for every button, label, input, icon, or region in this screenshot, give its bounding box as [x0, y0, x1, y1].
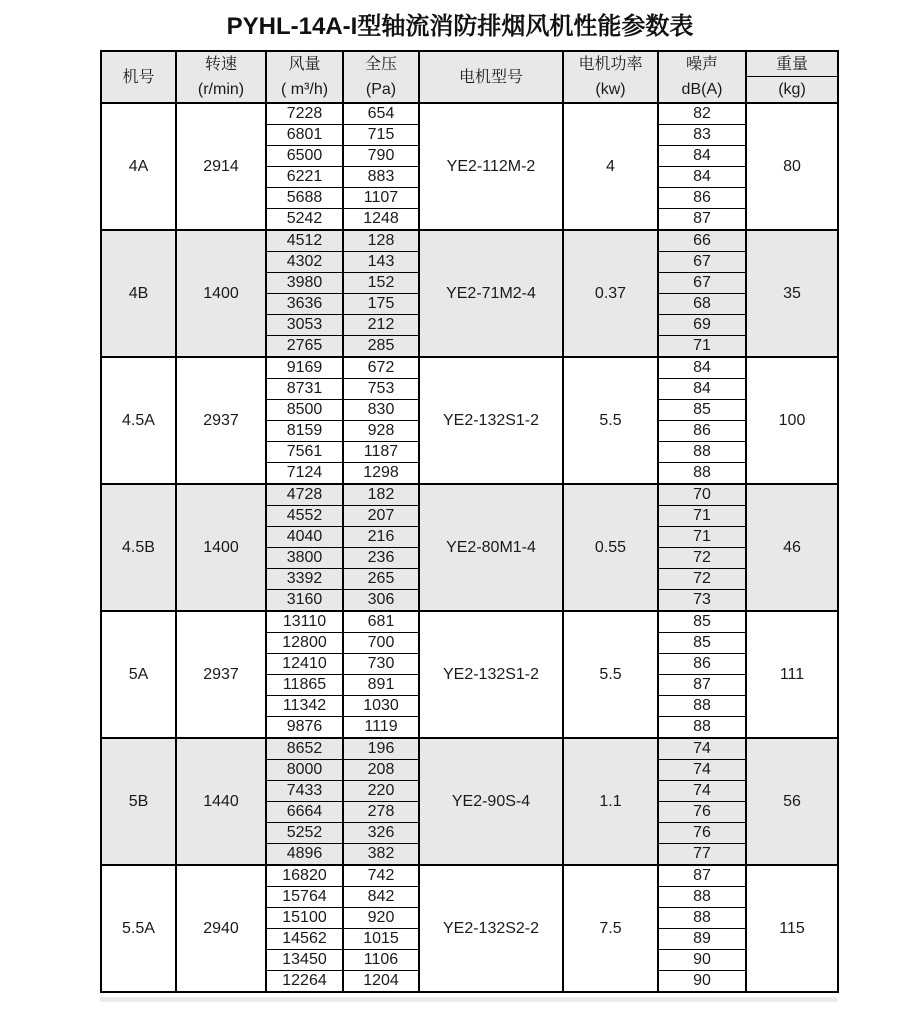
table-body — [101, 103, 838, 992]
cell-pressure: 236 — [343, 548, 419, 569]
cell-pressure: 1248 — [343, 209, 419, 231]
cell-motor: YE2-90S-4 — [419, 738, 563, 865]
cell-noise: 69 — [658, 315, 746, 336]
cell-pressure: 1119 — [343, 717, 419, 739]
cell-model: 5.5A — [101, 865, 176, 992]
cell-airflow: 8000 — [266, 760, 343, 781]
cell-noise: 88 — [658, 887, 746, 908]
cell-airflow: 4040 — [266, 527, 343, 548]
table-row — [101, 484, 838, 506]
cell-noise: 74 — [658, 781, 746, 802]
cell-airflow: 3800 — [266, 548, 343, 569]
cell-airflow: 11342 — [266, 696, 343, 717]
cell-airflow: 4302 — [266, 252, 343, 273]
cell-pressure: 830 — [343, 400, 419, 421]
cell-power: 4 — [563, 103, 658, 230]
cell-noise: 72 — [658, 548, 746, 569]
header-noise-unit: dB(A) — [681, 81, 723, 98]
cell-pressure: 175 — [343, 294, 419, 315]
fan-performance-table — [100, 50, 839, 993]
header-power-label: 电机功率 — [578, 56, 643, 73]
cell-airflow: 8731 — [266, 379, 343, 400]
cell-noise: 68 — [658, 294, 746, 315]
cell-noise: 71 — [658, 506, 746, 527]
fan-performance-table-wrap — [100, 50, 837, 1002]
header-weight-label: 重量 — [747, 52, 837, 77]
cell-speed: 2937 — [176, 611, 266, 738]
cell-motor: YE2-112M-2 — [419, 103, 563, 230]
cell-airflow: 6664 — [266, 802, 343, 823]
cell-pressure: 306 — [343, 590, 419, 612]
cell-noise: 84 — [658, 146, 746, 167]
cell-airflow: 5688 — [266, 188, 343, 209]
cell-noise: 84 — [658, 379, 746, 400]
cell-noise: 88 — [658, 442, 746, 463]
cell-airflow: 8500 — [266, 400, 343, 421]
header-pressure-label: 全压 — [364, 56, 397, 73]
cell-motor: YE2-132S2-2 — [419, 865, 563, 992]
cell-airflow: 16820 — [266, 865, 343, 887]
cell-noise: 84 — [658, 357, 746, 379]
cell-noise: 87 — [658, 865, 746, 887]
cell-pressure: 715 — [343, 125, 419, 146]
cell-noise: 74 — [658, 760, 746, 781]
cell-noise: 71 — [658, 527, 746, 548]
cell-pressure: 730 — [343, 654, 419, 675]
header-motor — [419, 51, 563, 103]
cell-noise: 83 — [658, 125, 746, 146]
header-airflow — [266, 51, 343, 103]
cell-airflow: 9169 — [266, 357, 343, 379]
cell-pressure: 212 — [343, 315, 419, 336]
page-title: PYHL-14A-I型轴流消防排烟风机性能参数表 — [226, 13, 694, 40]
cell-airflow: 6500 — [266, 146, 343, 167]
cell-power: 7.5 — [563, 865, 658, 992]
header-weight — [746, 51, 838, 103]
table-header — [101, 51, 838, 103]
cell-airflow: 15764 — [266, 887, 343, 908]
cell-noise: 67 — [658, 273, 746, 294]
cell-pressure: 891 — [343, 675, 419, 696]
cell-model: 5A — [101, 611, 176, 738]
header-pressure-unit: (Pa) — [365, 81, 397, 98]
cell-pressure: 128 — [343, 230, 419, 252]
table-row — [101, 230, 838, 252]
header-noise — [658, 51, 746, 103]
header-speed-unit: (r/min) — [197, 81, 245, 98]
cell-model: 4A — [101, 103, 176, 230]
cell-noise: 71 — [658, 336, 746, 358]
cell-noise: 86 — [658, 421, 746, 442]
cell-speed: 2937 — [176, 357, 266, 484]
cell-motor: YE2-132S1-2 — [419, 357, 563, 484]
cell-pressure: 182 — [343, 484, 419, 506]
table-row — [101, 865, 838, 887]
cell-noise: 84 — [658, 167, 746, 188]
cell-noise: 72 — [658, 569, 746, 590]
cell-airflow: 5242 — [266, 209, 343, 231]
cell-pressure: 1030 — [343, 696, 419, 717]
cell-airflow: 14562 — [266, 929, 343, 950]
cell-power: 5.5 — [563, 357, 658, 484]
cell-airflow: 3980 — [266, 273, 343, 294]
table-row — [101, 103, 838, 125]
cell-pressure: 681 — [343, 611, 419, 633]
cell-model: 4.5B — [101, 484, 176, 611]
cell-noise: 77 — [658, 844, 746, 866]
cell-airflow: 7561 — [266, 442, 343, 463]
cell-pressure: 753 — [343, 379, 419, 400]
cell-power: 0.37 — [563, 230, 658, 357]
cell-noise: 74 — [658, 738, 746, 760]
cell-pressure: 1015 — [343, 929, 419, 950]
cell-noise: 70 — [658, 484, 746, 506]
header-pressure — [343, 51, 419, 103]
cell-airflow: 3636 — [266, 294, 343, 315]
cell-noise: 85 — [658, 633, 746, 654]
table-row — [101, 357, 838, 379]
cell-noise: 85 — [658, 400, 746, 421]
cell-model: 5B — [101, 738, 176, 865]
cell-pressure: 1106 — [343, 950, 419, 971]
cell-noise: 76 — [658, 802, 746, 823]
cell-airflow: 6801 — [266, 125, 343, 146]
cell-noise: 73 — [658, 590, 746, 612]
header-model — [101, 51, 176, 103]
cell-motor: YE2-71M2-4 — [419, 230, 563, 357]
cell-pressure: 278 — [343, 802, 419, 823]
cell-noise: 67 — [658, 252, 746, 273]
cell-noise: 87 — [658, 209, 746, 231]
cell-airflow: 3392 — [266, 569, 343, 590]
cell-airflow: 8652 — [266, 738, 343, 760]
cell-pressure: 883 — [343, 167, 419, 188]
cell-pressure: 265 — [343, 569, 419, 590]
cell-airflow: 4896 — [266, 844, 343, 866]
cell-airflow: 13110 — [266, 611, 343, 633]
cell-airflow: 12800 — [266, 633, 343, 654]
cell-motor: YE2-80M1-4 — [419, 484, 563, 611]
cell-airflow: 12264 — [266, 971, 343, 993]
cell-noise: 90 — [658, 950, 746, 971]
header-power-unit: (kw) — [595, 81, 626, 98]
cell-pressure: 928 — [343, 421, 419, 442]
cell-airflow: 7433 — [266, 781, 343, 802]
header-speed — [176, 51, 266, 103]
cell-power: 5.5 — [563, 611, 658, 738]
cell-airflow: 4552 — [266, 506, 343, 527]
cell-pressure: 672 — [343, 357, 419, 379]
cell-noise: 66 — [658, 230, 746, 252]
cell-airflow: 11865 — [266, 675, 343, 696]
cell-airflow: 4728 — [266, 484, 343, 506]
cell-pressure: 1298 — [343, 463, 419, 485]
cell-pressure: 326 — [343, 823, 419, 844]
cell-pressure: 208 — [343, 760, 419, 781]
cell-pressure: 285 — [343, 336, 419, 358]
cell-noise: 88 — [658, 696, 746, 717]
table-row — [101, 738, 838, 760]
cell-pressure: 742 — [343, 865, 419, 887]
cell-airflow: 2765 — [266, 336, 343, 358]
cell-airflow: 3053 — [266, 315, 343, 336]
cell-noise: 82 — [658, 103, 746, 125]
cell-airflow: 8159 — [266, 421, 343, 442]
cell-model: 4B — [101, 230, 176, 357]
cell-motor: YE2-132S1-2 — [419, 611, 563, 738]
cell-pressure: 152 — [343, 273, 419, 294]
cell-pressure: 220 — [343, 781, 419, 802]
cell-noise: 87 — [658, 675, 746, 696]
cell-speed: 2940 — [176, 865, 266, 992]
cell-pressure: 216 — [343, 527, 419, 548]
cell-airflow: 12410 — [266, 654, 343, 675]
cell-pressure: 196 — [343, 738, 419, 760]
cell-pressure: 382 — [343, 844, 419, 866]
cell-pressure: 790 — [343, 146, 419, 167]
header-noise-label: 噪声 — [685, 56, 718, 73]
cell-airflow: 13450 — [266, 950, 343, 971]
cell-weight: 100 — [746, 357, 838, 484]
cell-airflow: 7228 — [266, 103, 343, 125]
cell-noise: 88 — [658, 717, 746, 739]
table-row — [101, 611, 838, 633]
header-speed-label: 转速 — [204, 56, 237, 73]
cell-noise: 90 — [658, 971, 746, 993]
cell-pressure: 1187 — [343, 442, 419, 463]
cell-pressure: 143 — [343, 252, 419, 273]
header-airflow-unit: ( m³/h) — [280, 81, 329, 98]
cell-speed: 1440 — [176, 738, 266, 865]
cell-weight: 35 — [746, 230, 838, 357]
cell-airflow: 5252 — [266, 823, 343, 844]
cell-airflow: 15100 — [266, 908, 343, 929]
cell-weight: 111 — [746, 611, 838, 738]
cell-noise: 89 — [658, 929, 746, 950]
cell-pressure: 1107 — [343, 188, 419, 209]
cell-airflow: 3160 — [266, 590, 343, 612]
cell-pressure: 1204 — [343, 971, 419, 993]
header-model-label: 机号 — [122, 68, 155, 86]
cell-speed: 1400 — [176, 230, 266, 357]
cell-noise: 86 — [658, 654, 746, 675]
cell-pressure: 842 — [343, 887, 419, 908]
next-row-cutoff-strip — [100, 997, 837, 1002]
cell-weight: 46 — [746, 484, 838, 611]
cell-airflow: 4512 — [266, 230, 343, 252]
cell-pressure: 654 — [343, 103, 419, 125]
cell-pressure: 207 — [343, 506, 419, 527]
cell-noise: 85 — [658, 611, 746, 633]
cell-speed: 1400 — [176, 484, 266, 611]
header-weight-unit: (kg) — [778, 81, 806, 98]
cell-weight: 80 — [746, 103, 838, 230]
header-power — [563, 51, 658, 103]
cell-noise: 76 — [658, 823, 746, 844]
cell-weight: 115 — [746, 865, 838, 992]
cell-airflow: 9876 — [266, 717, 343, 739]
cell-airflow: 7124 — [266, 463, 343, 485]
cell-noise: 88 — [658, 463, 746, 485]
cell-airflow: 6221 — [266, 167, 343, 188]
cell-power: 1.1 — [563, 738, 658, 865]
cell-pressure: 700 — [343, 633, 419, 654]
cell-pressure: 920 — [343, 908, 419, 929]
header-airflow-label: 风量 — [288, 56, 321, 73]
cell-weight: 56 — [746, 738, 838, 865]
cell-power: 0.55 — [563, 484, 658, 611]
cell-noise: 88 — [658, 908, 746, 929]
cell-model: 4.5A — [101, 357, 176, 484]
header-motor-label: 电机型号 — [458, 68, 523, 86]
header-row — [101, 51, 838, 103]
cell-noise: 86 — [658, 188, 746, 209]
cell-speed: 2914 — [176, 103, 266, 230]
